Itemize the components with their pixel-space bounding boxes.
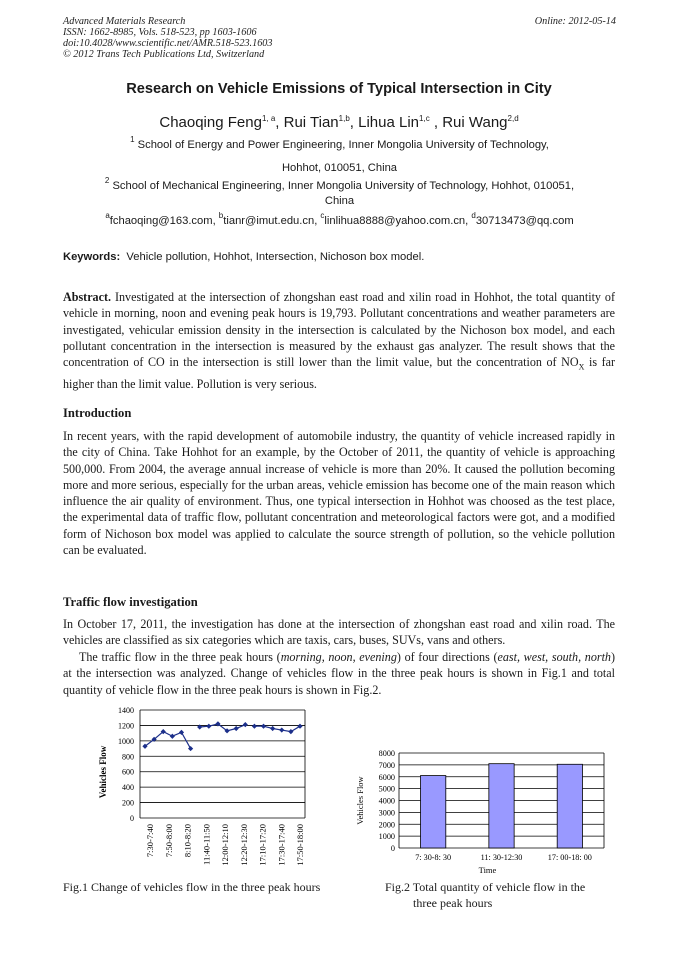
author-sup: 2,d	[507, 114, 519, 123]
introduction-text: In recent years, with the rapid development of automobile industry, the quantity of vehicle increased rapidly in the city of China. Take Hohhot for an example, by the October of 2011, the quantity of vehicle is approaching 500,000. From 2004, the average annual increase of vehicle is more than 20%. It caused the pollution becoming more and more serious, especially for the urban areas, vehicle emission has become one of the main reason which influence the air quality of environment. Thus, one typical intersection in Hohhot was choosed as the test place, the experimental data of traffic flow, pollutant concentration and meteorological factors were got, and a modified form of Nichoson box model was applied to calculate the source strength of pollution, so the vehicle pollution can be evaluated.	[63, 429, 615, 558]
fig1-data-point	[297, 724, 302, 729]
copyright: © 2012 Trans Tech Publications Ltd, Switzerland	[63, 49, 265, 60]
email: tianr@imut.edu.cn	[223, 215, 315, 227]
author-sup: 1, a	[261, 114, 276, 123]
fig2-x-axis-label: Time	[478, 865, 497, 875]
email: 30713473@qq.com	[475, 215, 574, 227]
fig1-y-tick-label: 1000	[118, 736, 134, 746]
fig1-x-tick-label: 7:50-8:00	[163, 824, 174, 858]
abstract-label: Abstract.	[63, 290, 112, 304]
fig2-y-tick-label: 8000	[378, 749, 395, 758]
email-sup: c	[320, 211, 325, 220]
fig2-bar	[557, 764, 582, 848]
fig1-y-tick-label: 400	[122, 783, 134, 793]
fig2-bar	[489, 764, 514, 848]
fig2-x-tick-label: 17: 00-18: 00	[547, 853, 592, 862]
fig2-bar	[421, 776, 446, 848]
affiliation-text: Hohhot, 010051, China	[281, 162, 398, 174]
fig1-y-tick-label: 200	[122, 798, 134, 808]
author-sup: 1,b	[338, 114, 350, 123]
fig1-data-point	[270, 726, 275, 731]
affiliation-text: School of Mechanical Engineering, Inner Mongolia University of Technology, Hohhot, 010051,	[112, 180, 575, 192]
fig2-y-tick-label: 0	[390, 844, 395, 853]
keywords-text: Vehicle pollution, Hohhot, Intersection, Nichoson box model.	[126, 251, 425, 263]
text-italic: morning, noon, evening	[280, 650, 397, 664]
fig1-x-tick-label: 12:20-12:30	[238, 824, 249, 866]
fig1-data-point	[279, 727, 284, 732]
abstract	[63, 289, 615, 392]
author-name: Rui Tian	[283, 114, 339, 131]
fig1-series-line	[200, 724, 246, 731]
fig1-x-tick-label: 17:50-18:00	[295, 824, 306, 866]
fig1-y-tick-label: 600	[122, 767, 134, 777]
fig2-plot-area	[355, 749, 604, 875]
journal-header	[63, 16, 272, 60]
fig1-y-tick-label: 1200	[118, 721, 134, 731]
author-list: Chaoqing Feng$^{1, a}$, Rui Tian$^{1,b}$, Lihua Lin$^{1,c}$ , Rui Wang$^{2,d}$	[159, 114, 519, 131]
fig1-data-point	[206, 724, 211, 729]
fig1-data-point	[243, 722, 248, 727]
fig2-y-tick-label: 6000	[378, 772, 395, 782]
figure-2-bar-chart	[352, 745, 632, 880]
affiliation-2	[63, 176, 616, 209]
fig2-y-tick-label: 7000	[378, 760, 395, 770]
fig1-x-tick-label: 11:40-11:50	[201, 824, 212, 865]
abstract-text: Investigated at the intersection of zhongshan east road and xilin road in Hohhot, the total quantity of vehicle in morning, noon and evening peak hours is 19,793. Pollutant concentrations and weather parameters are investigated, vehicular emission density in the intersection is calculated by the Nichoson box model, and each pollutant concentration in the intersection is measured by the exhaust gas analyzer. The result shows that the concentration of CO in the intersection is still lower than the limit value, but the concentration of	[63, 290, 615, 370]
fig2-y-tick-label: 5000	[378, 784, 395, 794]
figure-1-caption: Fig.1 Change of vehicles flow in the three peak hours	[63, 880, 321, 894]
email-sup: a	[105, 211, 110, 220]
traffic-paragraph-2	[63, 649, 615, 698]
fig1-x-tick-label: 17:30-17:40	[276, 824, 287, 866]
fig2-y-tick-label: 2000	[378, 820, 395, 830]
affiliation-number: 1	[130, 135, 135, 144]
online-date: Online: 2012-05-14	[534, 16, 616, 27]
fig1-y-tick-label: 0	[130, 814, 134, 823]
author-name: Chaoqing Feng	[159, 114, 262, 131]
affiliation-text: School of Energy and Power Engineering, Inner Mongolia University of Technology,	[137, 139, 549, 151]
caption-line: three peak hours	[413, 896, 493, 910]
fig1-data-point	[170, 734, 175, 739]
fig2-y-axis-label: Vehicles Flow	[355, 776, 365, 825]
author-emails: $^a$fchaoqing@163.com, $^b$tianr@imut.edu.cn, $^c$linlihua8888@yahoo.com.cn, $^d$30713473@qq.com	[105, 211, 574, 227]
fig1-y-tick-label: 1400	[118, 706, 134, 715]
nox: NO	[561, 355, 579, 370]
fig2-x-tick-label: 7: 30-8: 30	[415, 853, 452, 862]
fig1-data-point	[252, 724, 257, 729]
fig2-y-tick-label: 1000	[378, 832, 395, 842]
email: fchaoqing@163.com	[109, 215, 213, 227]
text-run: ) at the intersection was analyzed. Change of vehicles flow in the three peak hours is shown in Fig.1 and total quantity of vehicle flow in the three peak hours is shown in Fig.2.	[63, 650, 616, 697]
affiliation-1	[63, 134, 616, 180]
email-sup: b	[218, 211, 224, 220]
issn: ISSN: 1662-8985, Vols. 518-523, pp 1603-1606	[63, 27, 257, 38]
fig1-data-point	[261, 724, 266, 729]
fig1-data-point	[188, 746, 193, 751]
fig1-x-tick-label: 7:30-7:40	[145, 824, 155, 858]
fig2-y-tick-label: 4000	[378, 796, 395, 806]
fig1-data-point	[234, 726, 239, 731]
doi: doi:10.4028/www.scientific.net/AMR.518-523.1603	[63, 38, 273, 49]
abstract-tail: is far higher than the limit value. Pollution is very serious.	[63, 355, 616, 391]
figure-1-line-chart	[95, 700, 315, 880]
fig1-y-axis-label: Vehicles Flow	[98, 745, 108, 799]
nox-subscript: X	[578, 362, 585, 372]
paper-title: Research on Vehicle Emissions of Typical Intersection in City	[126, 81, 552, 97]
text-run: The traffic flow in the three peak hours (	[79, 650, 281, 664]
author-name: Lihua Lin	[358, 114, 420, 131]
email: linlihua8888@yahoo.com.cn	[324, 215, 466, 227]
caption-line: Fig.2 Total quantity of vehicle flow in the	[385, 880, 586, 894]
section-heading: Traffic flow investigation	[63, 595, 198, 609]
fig1-data-point	[288, 729, 293, 734]
affiliation-number: 2	[104, 176, 110, 185]
text-italic: east, west, south, north	[497, 650, 611, 664]
fig2-x-tick-label: 11: 30-12:30	[480, 853, 523, 862]
fig1-y-tick-label: 800	[122, 752, 134, 762]
fig1-series-line	[254, 726, 300, 731]
fig1-x-tick-label: 12:00-12:10	[220, 824, 231, 866]
keywords	[63, 251, 623, 263]
fig1-series-line	[145, 732, 191, 749]
traffic-paragraph-1: In October 17, 2011, the investigation has done at the intersection of zhongshan east road and xilin road. The vehicles are classified as six categories which are taxis, cars, buses, SUVs, vans and others.	[63, 617, 615, 648]
email-sup: d	[471, 211, 476, 220]
text-run: ) of four directions (	[396, 650, 498, 664]
affiliation-text: China	[324, 195, 355, 207]
journal-name: Advanced Materials Research	[63, 16, 186, 27]
fig1-plot-area	[118, 706, 305, 866]
keywords-label: Keywords:	[63, 251, 121, 263]
author-name: Rui Wang	[442, 114, 508, 131]
fig2-y-tick-label: 3000	[378, 808, 395, 818]
fig1-x-tick-label: 8:10-8:20	[182, 824, 193, 858]
fig1-data-point	[179, 730, 184, 735]
section-heading: Introduction	[63, 406, 132, 420]
author-sup: 1,c	[419, 114, 430, 123]
fig1-x-tick-label: 17:10-17:20	[257, 824, 268, 866]
figure-2-caption	[385, 879, 625, 911]
